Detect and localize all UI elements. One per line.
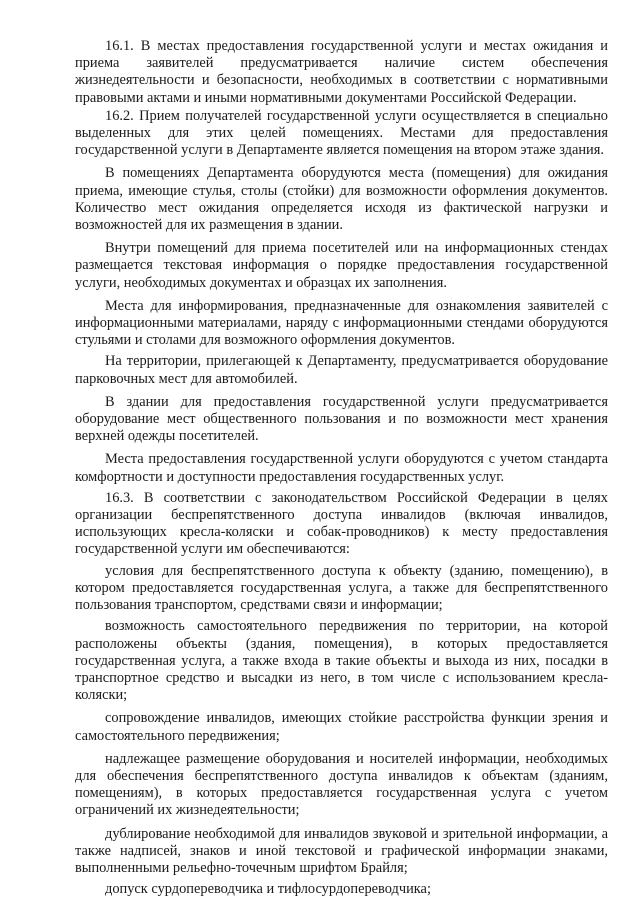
paragraph-waiting-places: В помещениях Департамента оборудуются места (помещения) для ожидания приема, имеющие стулья, столы (стойки) для возможности оформления документов. Количество мест ожидания определяется исходя из фактической нагрузки и возможностей для их размещения в здании. [75, 165, 608, 234]
paragraph-parking: На территории, прилегающей к Департаменту, предусматривается оборудование парковочных мест для автомобилей. [75, 353, 608, 387]
list-item-information-duplication: дублирование необходимой для инвалидов звуковой и зрительной информации, а также надписей, знаков и иной текстовой и графической информации знаками, выполненными рельефно-точечным шрифтом Брайля; [75, 825, 608, 876]
paragraph-info-places: Места для информирования, предназначенные для ознакомления заявителей с информационными материалами, наряду с информационными стендами оборудуются стульями и столами для возможного оформления документов. [75, 297, 608, 349]
list-item-interpreter-admission: допуск сурдопереводчика и тифлосурдопереводчика; [105, 881, 431, 898]
paragraph-16-3: 16.3. В соответствии с законодательством Российской Федерации в целях организации беспрепятственного доступа инвалидов (включая инвалидов, использующих кресла-коляски и собак-проводников) к месту предоставления государственной услуги им обеспечиваются: [75, 489, 608, 558]
paragraph-16-1: 16.1. В местах предоставления государственной услуги и местах ожидания и приема заявителей предусматривается наличие систем обеспечения жизнедеятельности и безопасности, необходимых в соответствии с нормативными правовыми актами и иными нормативными документами Российской Федерации. [75, 38, 608, 106]
list-item-access-conditions: условия для беспрепятственного доступа к объекту (зданию, помещению), в котором предоставляется государственная услуга, а также для беспрепятственного пользования транспортом, средствами связи и информации; [75, 562, 608, 614]
paragraph-comfort-standard: Места предоставления государственной услуги оборудуются с учетом стандарта комфортности и доступности предоставления государственных услуг. [75, 451, 608, 485]
list-item-independent-movement: возможность самостоятельного передвижения по территории, на которой расположены объекты (здания, помещения), в которых предоставляется государственная услуга, а также входа в такие объекты и выхода из них, посадки в транспортное средство и высадки из него, в том числе с использованием кресла-коляски; [75, 618, 608, 704]
list-item-equipment-placement: надлежащее размещение оборудования и носителей информации, необходимых для обеспечения беспрепятственного доступа инвалидов к объектам (зданиям, помещениям), в которых предоставляется государственная услуга с учетом ограничений их жизнедеятельности; [75, 750, 608, 819]
paragraph-info-stands: Внутри помещений для приема посетителей или на информационных стендах размещается текстовая информация о порядке предоставления государственной услуги, необходимых документах и образцах их заполнения. [75, 240, 608, 291]
paragraph-16-2: 16.2. Прием получателей государственной услуги осуществляется в специально выделенных для этих целей помещениях. Местами для предоставления государственной услуги в Департаменте является помещения на втором этаже здания. [75, 107, 608, 159]
paragraph-public-facilities: В здании для предоставления государственной услуги предусматривается оборудование мест общественного пользования и по возможности мест хранения верхней одежды посетителей. [75, 393, 608, 445]
list-item-escort: сопровождение инвалидов, имеющих стойкие расстройства функции зрения и самостоятельного передвижения; [75, 710, 608, 744]
